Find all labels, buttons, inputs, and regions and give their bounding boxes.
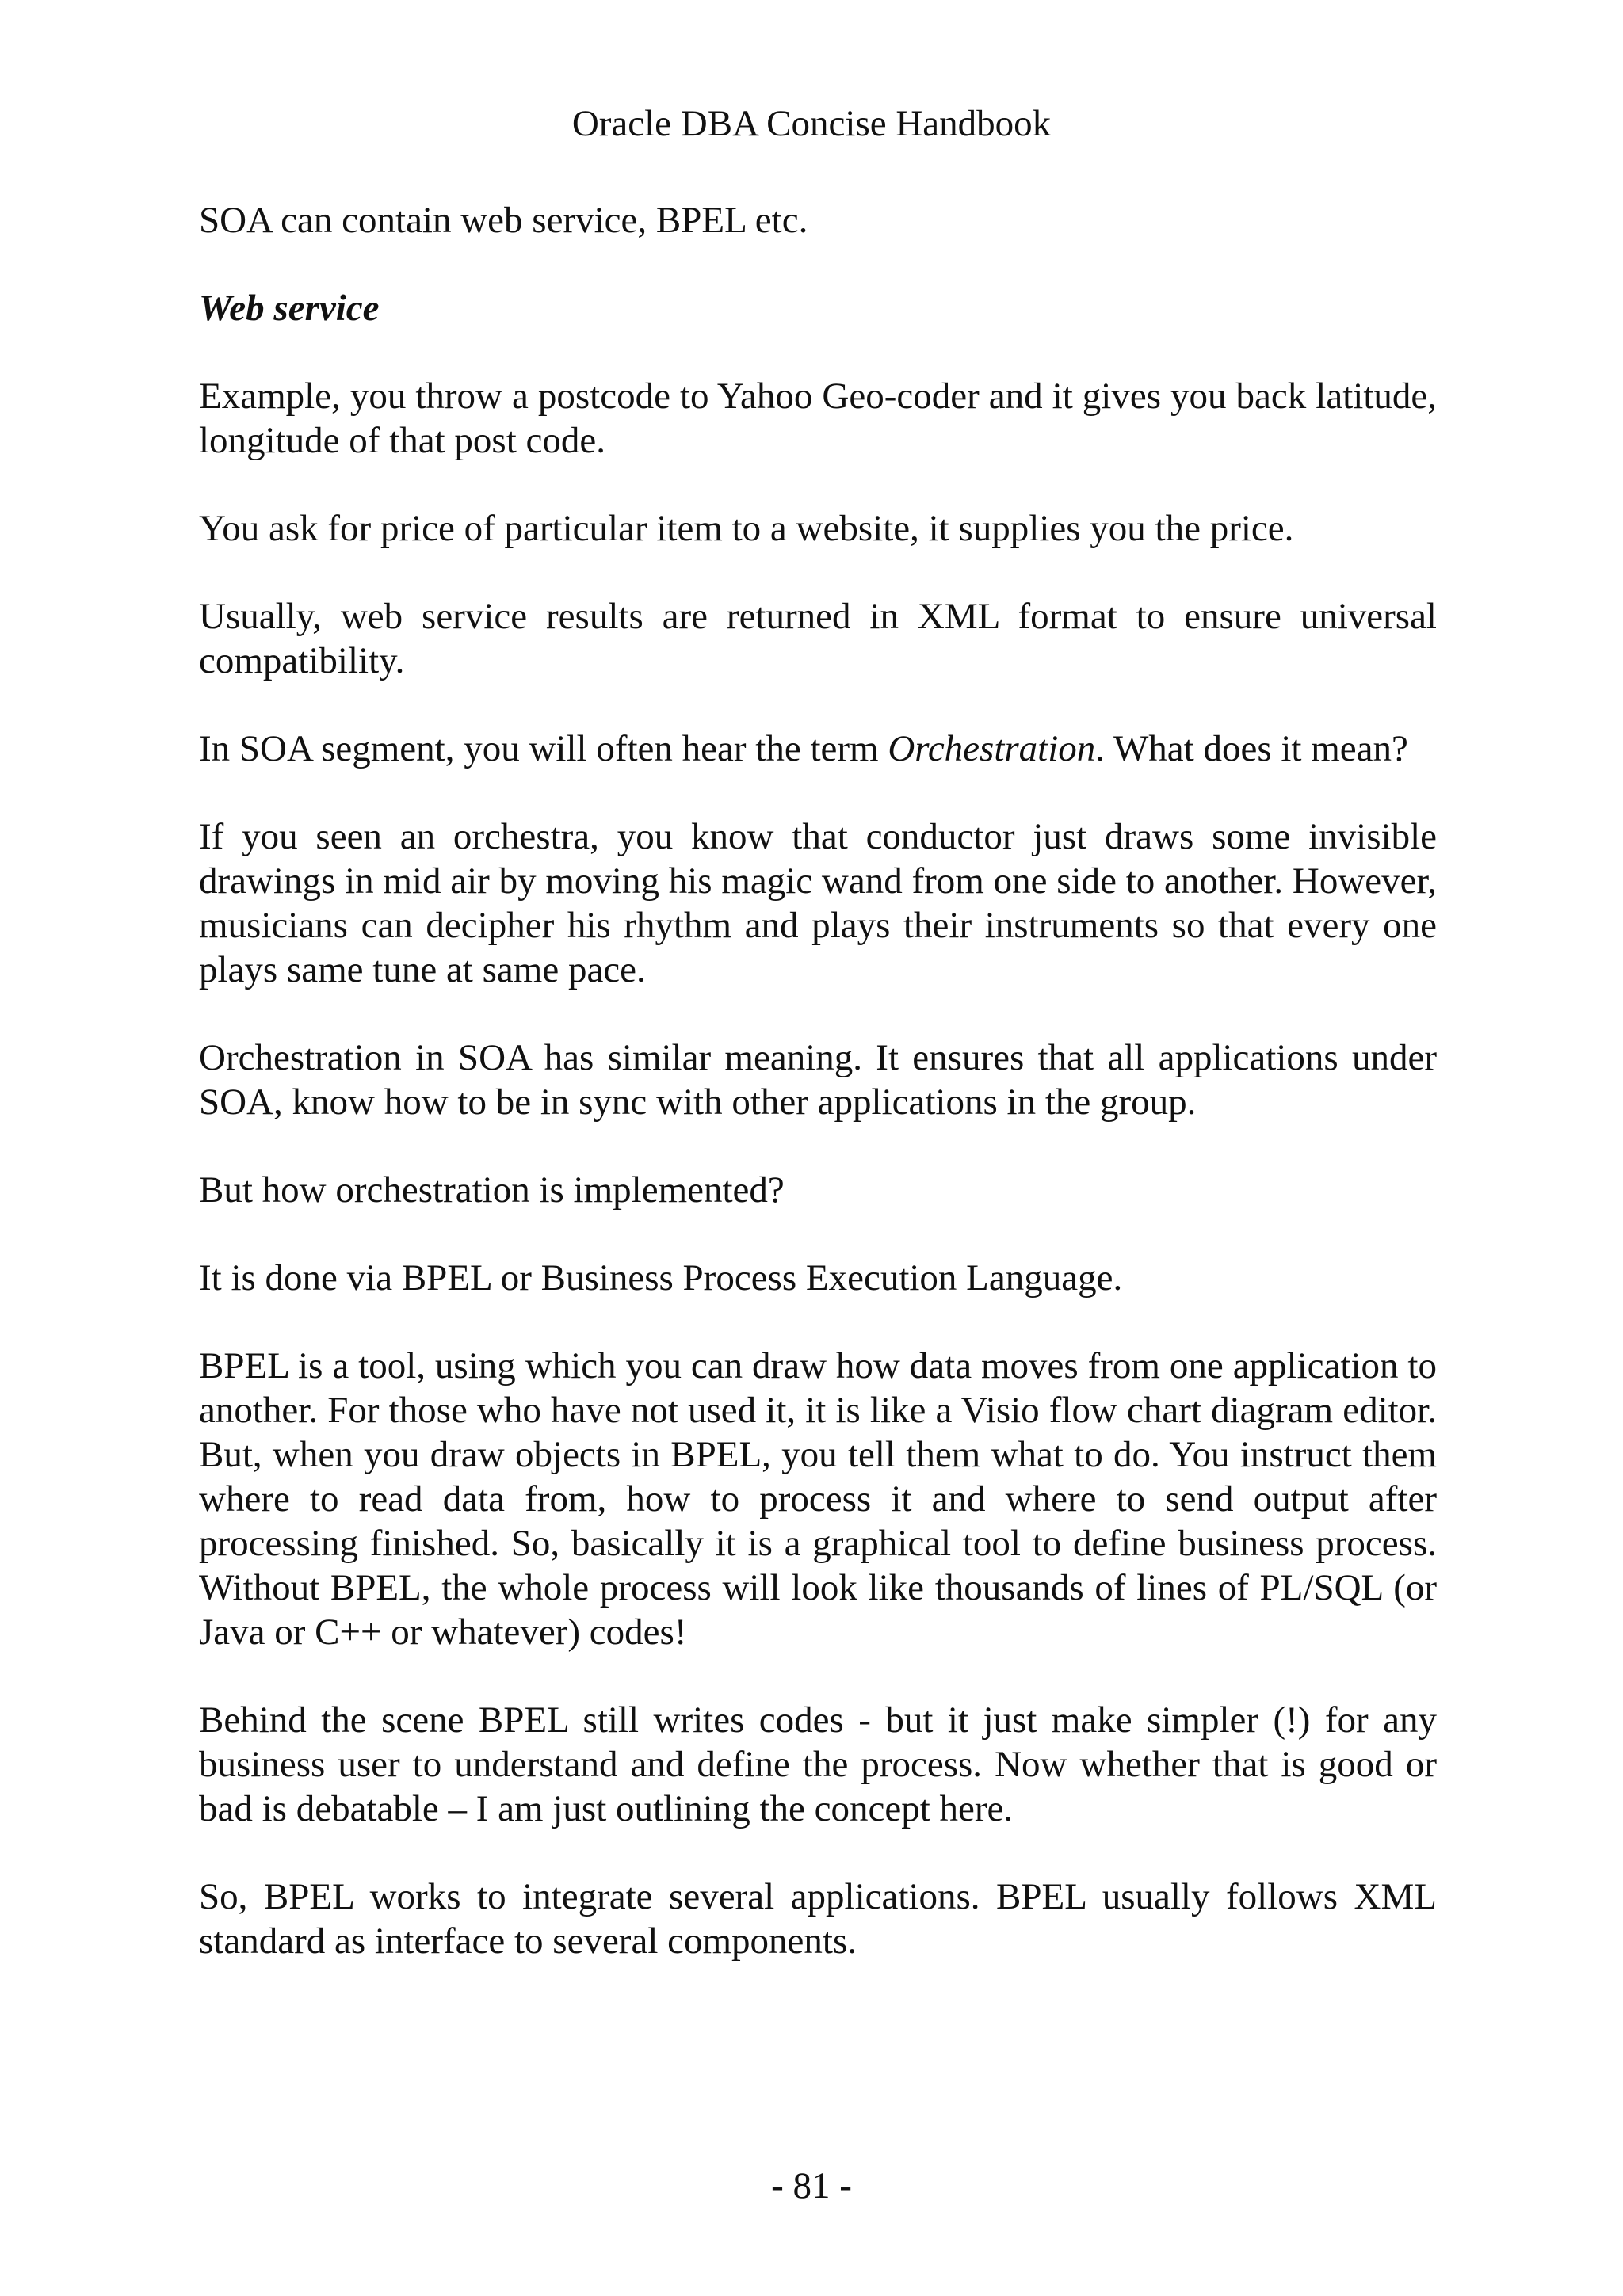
paragraph-behind-scene: Behind the scene BPEL still writes codes - but it just make simpler (!) for any business user to understand and define the process. Now whether that is good or bad is debatable – I am just outlining the concept here. bbox=[199, 1699, 1437, 1829]
paragraph-orchestration-term bbox=[199, 727, 1437, 771]
orchestration-term: Orchestration bbox=[888, 728, 1096, 769]
paragraph-orchestration-meaning: Orchestration in SOA has similar meaning. It ensures that all applications under SOA, know how to be in sync with other applications in the group. bbox=[199, 1037, 1437, 1123]
paragraph-how-implemented: But how orchestration is implemented? bbox=[199, 1169, 785, 1211]
paragraph-orchestra-analogy: If you seen an orchestra, you know that conductor just draws some invisible drawings in mid air by moving his magic wand from one side to another. However, musicians can decipher his rhythm and plays their instruments so that every one plays same tune at same pace. bbox=[199, 816, 1437, 990]
paragraph-example-geocoder: Example, you throw a postcode to Yahoo Geo-coder and it gives you back latitude, longitude of that post code. bbox=[199, 376, 1437, 461]
orchestration-text-after: . What does it mean? bbox=[1095, 728, 1408, 769]
paragraph-xml: Usually, web service results are returned in XML format to ensure universal compatibility. bbox=[199, 596, 1437, 681]
body-text bbox=[199, 198, 1437, 2007]
paragraph-bpel-tool: BPEL is a tool, using which you can draw how data moves from one application to another. For those who have not used it, it is like a Visio flow chart diagram editor. But, when you draw objects in BPEL, you tell them what to do. You instruct them where to read data from, how to process it and where to send output after processing finished. So, basically it is a graphical tool to define business process. Without BPEL, the whole process will look like thousands of lines of PL/SQL (or Java or C++ or whatever) codes! bbox=[199, 1345, 1437, 1653]
section-heading-web-service: Web service bbox=[199, 288, 380, 329]
orchestration-text-before: In SOA segment, you will often hear the term bbox=[199, 728, 888, 769]
running-header: Oracle DBA Concise Handbook bbox=[571, 103, 1052, 144]
paragraph-bpel-integrate: So, BPEL works to integrate several applications. BPEL usually follows XML standard as interface to several components. bbox=[199, 1876, 1437, 1962]
paragraph-price: You ask for price of particular item to a website, it supplies you the price. bbox=[199, 508, 1294, 549]
paragraph-bpel-definition: It is done via BPEL or Business Process Execution Language. bbox=[199, 1257, 1123, 1299]
intro-paragraph: SOA can contain web service, BPEL etc. bbox=[199, 200, 808, 241]
page-number: - 81 - bbox=[771, 2165, 852, 2206]
